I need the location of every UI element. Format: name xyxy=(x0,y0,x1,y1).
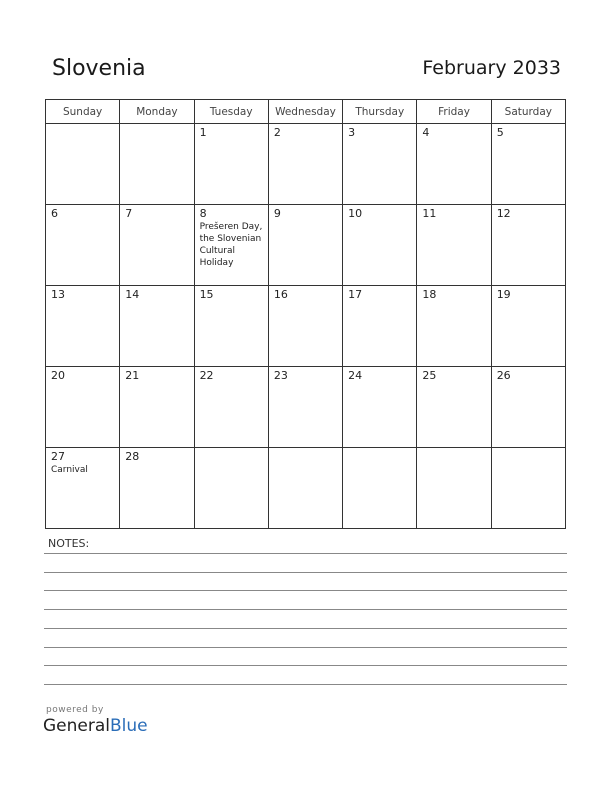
weekday-header: Thursday xyxy=(343,100,417,124)
day-number: 11 xyxy=(422,207,437,220)
day-number: 22 xyxy=(199,369,214,382)
note-line xyxy=(44,572,567,573)
day-cell xyxy=(120,448,194,529)
day-cell xyxy=(46,286,120,367)
day-number: 27 xyxy=(51,450,65,463)
day-cell xyxy=(491,367,565,448)
day-number: 12 xyxy=(496,207,511,220)
day-cell xyxy=(120,367,194,448)
day-number: 24 xyxy=(348,369,363,382)
week-row xyxy=(46,367,566,448)
day-number: 25 xyxy=(422,369,437,382)
calendar-country-title: Slovenia xyxy=(52,56,146,81)
day-cell xyxy=(194,367,268,448)
day-number: 2 xyxy=(273,126,281,139)
day-number: 10 xyxy=(348,207,363,220)
day-cell xyxy=(46,367,120,448)
week-row xyxy=(46,448,566,529)
note-line xyxy=(44,647,567,648)
day-number: 16 xyxy=(273,288,288,301)
day-number: 15 xyxy=(199,288,214,301)
brand-logo xyxy=(43,716,148,736)
day-cell xyxy=(268,286,342,367)
day-cell xyxy=(46,124,120,205)
weekday-header: Sunday xyxy=(46,100,120,124)
day-number: 6 xyxy=(51,207,58,220)
brand-blue: Blue xyxy=(110,716,148,736)
day-number: 9 xyxy=(273,207,281,220)
day-cell xyxy=(417,286,491,367)
day-cell xyxy=(343,286,417,367)
day-number: 7 xyxy=(125,207,133,220)
powered-by-text: powered by xyxy=(46,705,104,715)
holiday-label: Carnival xyxy=(51,465,88,475)
holiday-label: Prešeren Day, the Slovenian Cultural Holiday xyxy=(199,222,263,268)
day-number: 26 xyxy=(496,369,511,382)
day-number: 20 xyxy=(51,369,65,382)
day-cell xyxy=(491,448,565,529)
day-cell xyxy=(120,124,194,205)
weekday-header: Tuesday xyxy=(194,100,268,124)
day-number: 17 xyxy=(348,288,363,301)
day-cell xyxy=(491,205,565,286)
day-cell xyxy=(268,367,342,448)
notes-label: NOTES: xyxy=(48,537,90,550)
day-cell xyxy=(268,205,342,286)
day-number: 1 xyxy=(199,126,207,139)
day-cell xyxy=(343,367,417,448)
weekday-header-row xyxy=(46,100,566,124)
day-number: 14 xyxy=(125,288,140,301)
weekday-header: Wednesday xyxy=(268,100,342,124)
day-cell xyxy=(491,286,565,367)
day-cell xyxy=(417,367,491,448)
day-number: 13 xyxy=(51,288,65,301)
day-cell xyxy=(120,205,194,286)
day-number: 19 xyxy=(496,288,511,301)
note-line xyxy=(44,628,567,629)
calendar-month-title: February 2033 xyxy=(422,57,561,79)
day-number: 28 xyxy=(125,450,140,463)
day-cell xyxy=(343,124,417,205)
day-cell xyxy=(417,448,491,529)
note-line xyxy=(44,590,567,591)
day-number: 21 xyxy=(125,369,140,382)
day-number: 8 xyxy=(199,207,207,220)
day-cell xyxy=(417,205,491,286)
day-cell xyxy=(194,286,268,367)
day-cell xyxy=(491,124,565,205)
brand-general: General xyxy=(43,716,110,736)
note-line xyxy=(44,665,567,666)
weekday-header: Monday xyxy=(120,100,194,124)
day-number: 18 xyxy=(422,288,437,301)
calendar-grid xyxy=(45,99,566,529)
week-row xyxy=(46,124,566,205)
day-cell xyxy=(194,448,268,529)
day-cell xyxy=(194,205,268,286)
day-cell xyxy=(46,205,120,286)
day-cell xyxy=(417,124,491,205)
day-number: 3 xyxy=(348,126,356,139)
day-cell xyxy=(268,124,342,205)
day-number: 5 xyxy=(496,126,504,139)
weekday-header: Saturday xyxy=(491,100,565,124)
day-cell xyxy=(268,448,342,529)
note-line xyxy=(44,553,567,554)
day-cell xyxy=(343,205,417,286)
day-number: 4 xyxy=(422,126,430,139)
note-line xyxy=(44,684,567,685)
day-number: 23 xyxy=(273,369,288,382)
week-row xyxy=(46,286,566,367)
day-cell xyxy=(46,448,120,529)
note-line xyxy=(44,609,567,610)
day-cell xyxy=(194,124,268,205)
day-cell xyxy=(343,448,417,529)
week-row xyxy=(46,205,566,286)
day-cell xyxy=(120,286,194,367)
weekday-header: Friday xyxy=(417,100,491,124)
